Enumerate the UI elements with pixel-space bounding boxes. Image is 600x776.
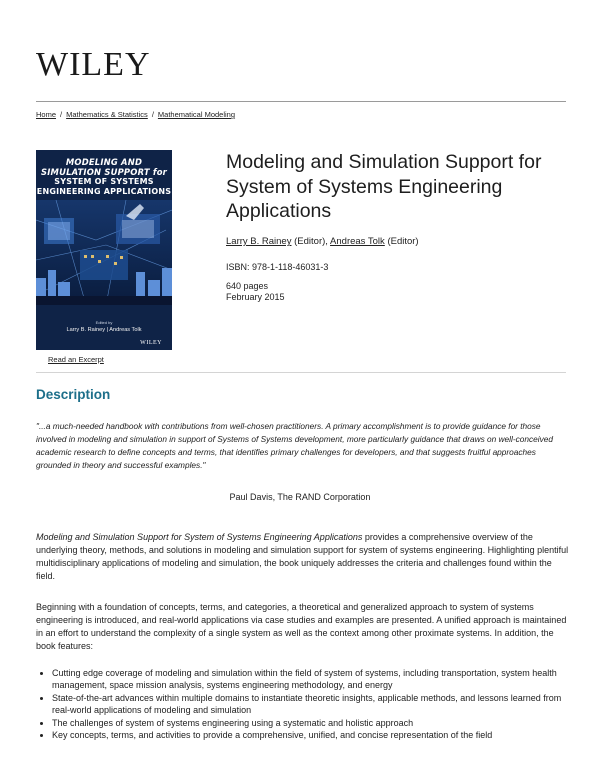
feature-item: • Key concepts, terms, and activities to provide a comprehensive, unified, and concise representation of the field: [52, 729, 572, 741]
cover-title: [36, 158, 172, 196]
book-details: [226, 281, 285, 303]
feature-item: • Cutting edge coverage of modeling and simulation within the field of system of systems, including transportation, system health management, space mission analysis, systems engineering methodology, and energy: [52, 667, 572, 692]
breadcrumb: [36, 110, 235, 119]
description-book-title: Modeling and Simulation Support for System of Systems Engineering Applications: [36, 532, 363, 542]
feature-item: • The challenges of system of systems engineering using a systematic and holistic approach: [52, 717, 572, 729]
cover-editor-names: Larry B. Rainey | Andreas Tolk: [66, 327, 142, 333]
book-page-count: 640 pages: [226, 281, 269, 291]
description-paragraph: [36, 531, 572, 583]
book-isbn: ISBN: 978-1-118-46031-3: [226, 262, 329, 272]
cover-title-line: ENGINEERING APPLICATIONS: [36, 186, 172, 196]
book-cover[interactable]: [36, 150, 172, 350]
cover-title-line: MODELING AND: [65, 157, 143, 167]
description-paragraph: Beginning with a foundation of concepts, terms, and categories, a theoretical and generalized approach to system of systems engineering is introduced, and real-world applications via case studies and examples are presented. A unified approach is maintained in an effort to understand the complexity of a single system as well as the context among other proximate systems. In addition, the book features:: [36, 602, 567, 651]
cover-publisher-logo: WILEY: [140, 340, 162, 346]
book-title: Modeling and Simulation Support for System of Systems Engineering Applications: [226, 151, 542, 222]
cover-editors: [36, 320, 172, 333]
breadcrumb-separator: /: [151, 110, 154, 119]
breadcrumb-home[interactable]: Home: [36, 110, 57, 119]
read-excerpt-link[interactable]: Read an Excerpt: [48, 355, 104, 364]
quote-attribution: Paul Davis, The RAND Corporation: [229, 492, 371, 502]
feature-list: [36, 667, 572, 741]
author-link-rainey[interactable]: Larry B. Rainey: [226, 236, 292, 247]
description-paragraph-text: provides a comprehensive overview of the underlying theory, methods, and solutions in modeling and simulation support for system of systems engineering. Highlighting plentiful multidisciplinary applications of modeling and simulation, the book uniquely addresses the criteria and challenges found within the field.: [36, 532, 569, 581]
breadcrumb-mathematics-statistics[interactable]: Mathematics & Statistics: [66, 110, 148, 119]
book-authors: [226, 236, 419, 247]
header-divider: [36, 101, 566, 102]
section-divider: [36, 372, 566, 373]
author-role: (Editor),: [294, 236, 328, 247]
author-link-tolk[interactable]: Andreas Tolk: [330, 236, 385, 247]
cover-title-line: SYSTEM OF SYSTEMS: [54, 177, 154, 186]
breadcrumb-mathematical-modeling[interactable]: Mathematical Modeling: [157, 110, 236, 119]
author-role: (Editor): [387, 236, 419, 247]
description-heading: Description: [36, 387, 111, 402]
cover-edited-by: Edited by: [95, 320, 113, 325]
book-publication-date: February 2015: [226, 292, 285, 302]
cover-artwork: [36, 200, 172, 305]
breadcrumb-separator: /: [60, 110, 63, 119]
review-quote: "...a much-needed handbook with contributions from well-chosen practitioners. A primary accomplishment is to provide guidance for those involved in modeling and simulation in support of Systems of Systems development, more particularly guidance that draws on well-conceived academic research to define concepts and terms, that identifies primary challenges for developers, and that suggests fruitful approaches grounded in theory and successful examples.": [36, 421, 553, 470]
feature-item: • State-of-the-art advances within multiple domains to instantiate theoretic insights, applicable methods, and lessons learned from real-world applications of modeling and simulation: [52, 692, 572, 717]
cover-title-line: SIMULATION SUPPORT for: [40, 166, 168, 177]
wiley-logo[interactable]: WILEY: [36, 46, 151, 83]
